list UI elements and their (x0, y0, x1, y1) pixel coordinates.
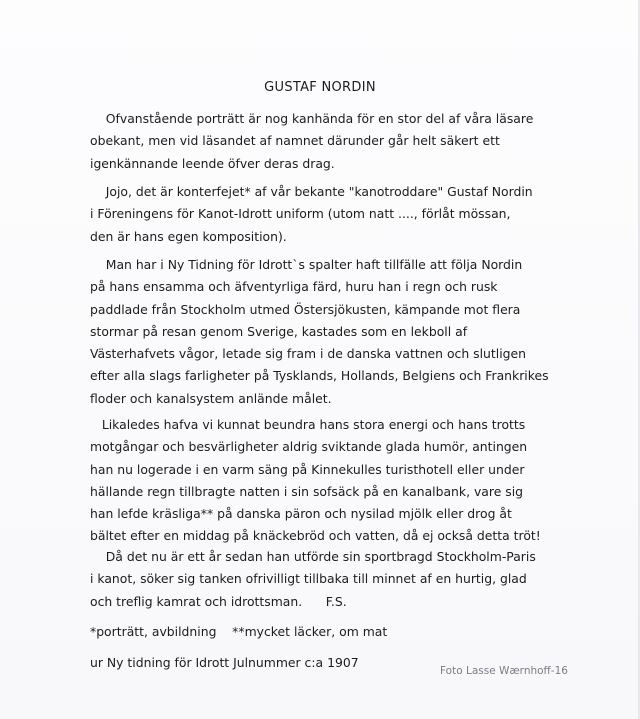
paragraph-3 (90, 254, 560, 410)
source-citation: ur Ny tidning för Idrott Julnummer c:a 1907 (90, 655, 359, 670)
paragraph-line: i Föreningens för Kanot-Idrott uniform (utom natt ...., förlåt mössan, (90, 206, 511, 222)
paragraph-line: Jojo, det är konterfejet* af vår bekante "kanotroddare" Gustaf Nordin (90, 184, 533, 199)
paragraph-line: motgångar och besvärligheter aldrig sviktande glada humör, antingen (90, 439, 528, 455)
paragraph-line: Ofvanstående porträtt är nog kanhända för en stor del af våra läsare (90, 111, 534, 126)
paragraph-2 (90, 181, 560, 248)
paragraph-line: Då det nu är ett år sedan han utförde sin sportbragd Stockholm-Paris (90, 549, 536, 564)
paragraph-1 (90, 108, 560, 175)
paragraph-line: stormar på resan genom Sverige, kastades som en lekboll af (90, 323, 468, 339)
paragraph-5 (90, 546, 560, 613)
paragraph-line: han nu logerade i en varm säng på Kinnekulles turisthotell eller under (90, 461, 525, 477)
paragraph-line: på hans ensamma och äfventyrliga färd, huru han i regn och rusk (90, 279, 498, 295)
paragraph-line: bältet efter en middag på knäckebröd och vatten, då ej också detta tröt! (90, 528, 541, 544)
article-title: GUSTAF NORDIN (264, 80, 376, 95)
paragraph-line: i kanot, söker sig tanken ofrivilligt tillbaka till minnet af en hurtig, glad (90, 571, 527, 587)
paragraph-line: hällande regn tillbragte natten i sin sofsäck på en kanalbank, vare sig (90, 483, 524, 499)
paragraph-line: Västerhafvets vågor, letade sig fram i de danska vattnen och slutligen (90, 346, 526, 362)
paragraph-line: han lefde kräsliga** på danska päron och nysilad mjölk eller drog åt (90, 506, 512, 522)
paragraph-line: efter alla slags farligheter på Tysklands, Hollands, Belgiens och Frankrikes (90, 368, 549, 384)
paragraph-line: igenkännande leende öfver deras drag. (90, 155, 335, 171)
paragraph-line: paddlade från Stockholm utmed Östersjökusten, kämpande mot flera (90, 301, 521, 317)
paragraph-4 (90, 414, 560, 548)
paragraph-line: den är hans egen komposition). (90, 228, 287, 244)
footnote: *porträtt, avbildning **mycket läcker, om mat (90, 624, 388, 639)
paragraph-line: Man har i Ny Tidning för Idrott`s spalter haft tillfälle att följa Nordin (90, 257, 523, 272)
paragraph-line: och treflig kamrat och idrottsman. F.S. (90, 593, 347, 609)
paragraph-line: obekant, men vid läsandet af namnet därunder går helt säkert ett (90, 133, 500, 149)
photo-credit: Foto Lasse Wærnhoff-16 (440, 665, 568, 677)
paragraph-line: Likaledes hafva vi kunnat beundra hans stora energi och hans trotts (90, 417, 526, 432)
paragraph-line: floder och kanalsystem anlände målet. (90, 390, 332, 406)
